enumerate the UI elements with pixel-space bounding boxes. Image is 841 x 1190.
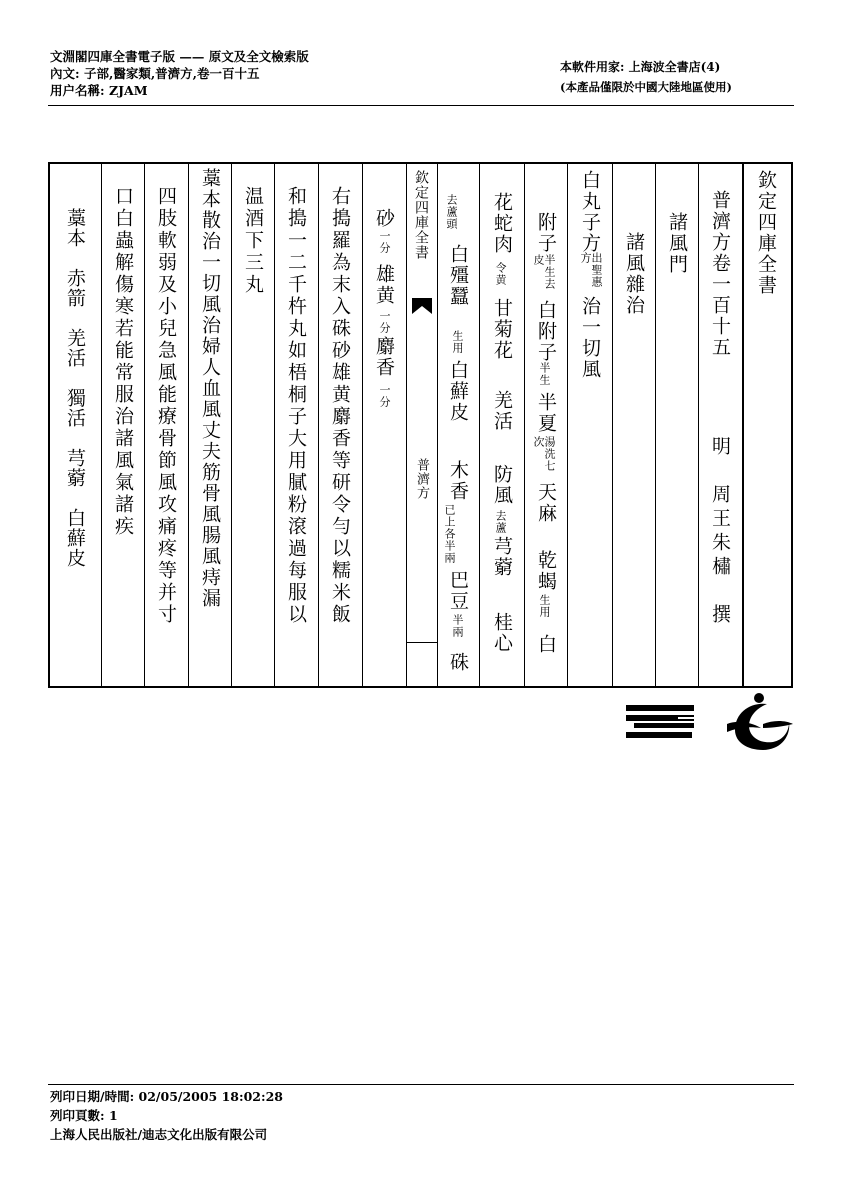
column-1 xyxy=(743,164,790,686)
ingredient: 芎藭 xyxy=(491,536,513,578)
ingredient-note: 一分 xyxy=(378,384,391,408)
subsection-title: 諸風雜治 xyxy=(623,232,645,316)
recipe-indication: 治一切風 xyxy=(579,296,601,380)
publisher-logo-emblem-icon xyxy=(727,690,793,756)
column-10 xyxy=(363,164,407,686)
fold-book-title: 欽定四庫全書 xyxy=(413,170,429,260)
ingredient: 木香 xyxy=(447,460,469,502)
column-14 xyxy=(189,164,232,686)
ingredient: 白蘚皮 xyxy=(447,360,469,423)
ingredient: 巴豆 xyxy=(447,570,469,612)
ingredient-note: 一分 xyxy=(378,310,391,334)
ingredient-note: 令黄 xyxy=(494,262,507,286)
ingredient: 附子 xyxy=(535,212,557,254)
print-datetime: 列印日期/時間: 02/05/2005 18:02:28 xyxy=(50,1089,284,1104)
ingredient: 白 xyxy=(535,634,557,655)
ingredient-note: 生用 xyxy=(451,330,464,354)
column-3 xyxy=(656,164,699,686)
text-line: 四肢軟弱及小兒急風能療骨節風攻痛疼等并寸 xyxy=(155,186,177,626)
column-11 xyxy=(319,164,363,686)
column-9-fold xyxy=(407,164,438,686)
header-left xyxy=(50,48,309,99)
recipe-source-note: 出聖惠方 xyxy=(579,252,603,288)
ingredient-note: 半兩 xyxy=(451,614,464,638)
ingredient: 麝香 xyxy=(373,336,395,378)
ingredient-list: 藁本 赤箭 羌活 獨活 芎藭 白蘚皮 xyxy=(64,208,86,568)
ingredient: 羌活 xyxy=(491,390,513,432)
ingredient: 雄黄 xyxy=(373,264,395,306)
ingredient-note: 半生去皮 xyxy=(532,254,556,290)
print-page-count: 列印頁數: 1 xyxy=(50,1108,118,1123)
header-username: 用户名稱: ZJAM xyxy=(50,83,148,98)
footer xyxy=(50,1087,283,1144)
column-4 xyxy=(613,164,656,686)
recipe-title-line: 藁本散治一切風治婦人血風丈夫筋骨風腸風痔漏 xyxy=(199,168,221,609)
footer-divider xyxy=(48,1084,794,1085)
column-13 xyxy=(232,164,275,686)
header-divider xyxy=(48,105,794,106)
ingredient: 白附子 xyxy=(535,300,557,363)
recipe-title: 白丸子方 xyxy=(579,170,601,254)
publisher-line: 上海人民出版社/迪志文化出版有限公司 xyxy=(50,1127,268,1142)
ingredient: 半夏 xyxy=(535,392,557,434)
publisher-logo-bars-icon xyxy=(626,703,696,739)
ingredient: 甘菊花 xyxy=(491,298,513,361)
ingredient: 桂心 xyxy=(491,612,513,654)
ingredient-note: 生用 xyxy=(538,594,551,618)
text-line: 口白蟲解傷寒若能常服治諸風氣諸疾 xyxy=(112,186,134,538)
header-licensee: 本軟件用家: 上海波全書店(4) xyxy=(560,60,721,74)
column-17 xyxy=(50,164,102,686)
collection-title: 欽定四庫全書 xyxy=(755,170,777,296)
ingredient: 防風 xyxy=(491,464,513,506)
ingredient: 乾蝎 xyxy=(535,550,557,592)
column-5 xyxy=(568,164,613,686)
volume-title: 普濟方卷一百十五 xyxy=(709,190,731,358)
column-12 xyxy=(275,164,319,686)
ingredient-note: 湯洗七次 xyxy=(532,436,556,472)
header-right xyxy=(560,54,732,94)
column-6 xyxy=(525,164,568,686)
author-line: 明 周王朱橚 撰 xyxy=(709,436,731,628)
fold-volume-name: 普濟方 xyxy=(414,458,429,500)
ingredient-note: 一分 xyxy=(378,230,391,254)
column-2 xyxy=(699,164,743,686)
fish-tail-mark-icon xyxy=(412,298,432,314)
column-7 xyxy=(480,164,525,686)
header-content-path: 內文: 子部,醫家類,普濟方,卷一百十五 xyxy=(50,66,260,81)
ingredient: 白殭蠶 xyxy=(447,244,469,307)
ingredient: 硃 xyxy=(447,652,469,673)
ingredient-note: 去蘆 xyxy=(494,510,507,534)
ingredient-note: 半生 xyxy=(538,362,551,386)
ingredient-note: 去蘆頭 xyxy=(445,194,458,230)
text-line: 和搗一二千杵丸如梧桐子大用膩粉滾過每服以 xyxy=(285,186,307,626)
ingredient: 砂 xyxy=(373,208,395,229)
header-region-notice: (本產品僅限於中國大陸地區使用) xyxy=(560,80,732,94)
section-title: 諸風門 xyxy=(666,212,688,275)
ingredient: 花蛇肉 xyxy=(491,192,513,255)
ingredient: 天麻 xyxy=(535,482,557,524)
text-line: 右搗羅為末入硃砂雄黄麝香等研令勻以糯米飯 xyxy=(329,186,351,626)
column-16 xyxy=(102,164,145,686)
text-page-frame xyxy=(48,162,793,688)
column-15 xyxy=(145,164,189,686)
fold-divider-line xyxy=(407,642,437,643)
text-line: 温酒下三丸 xyxy=(242,186,264,296)
ingredient-note: 已上各半兩 xyxy=(443,504,456,564)
header-title: 文淵閣四庫全書電子版 —— 原文及全文檢索版 xyxy=(50,49,309,64)
column-8 xyxy=(438,164,480,686)
